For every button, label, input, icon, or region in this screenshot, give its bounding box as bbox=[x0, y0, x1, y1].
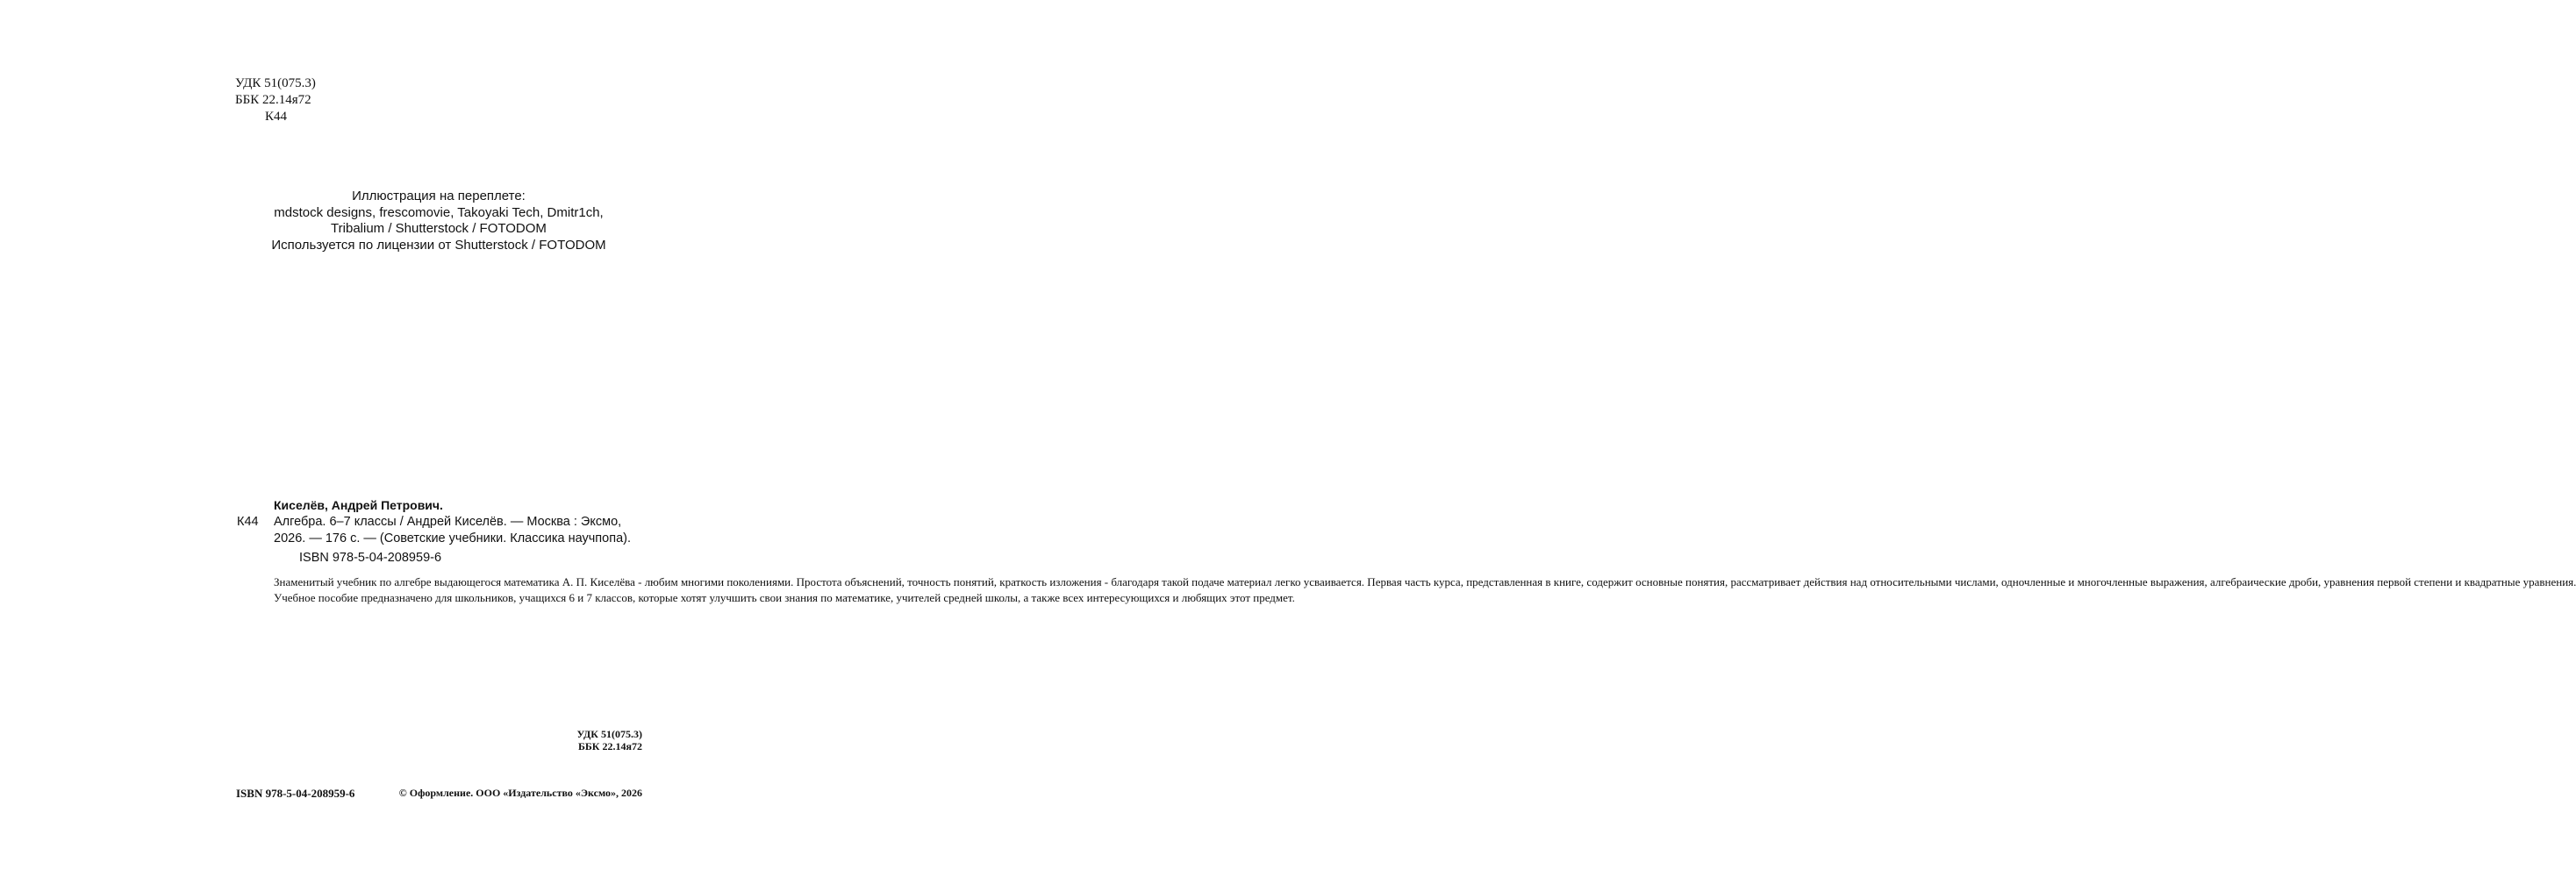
author-mark: К44 bbox=[265, 110, 288, 124]
footer-copyright: © Оформление. ООО «Издательство «Эксмо», 2026 bbox=[398, 787, 642, 799]
annotation-paragraph: Знаменитый учебник по алгебре выдающегося математика А. П. Киселёва - любим многими поколениями. Простота объяснений, точность понятий, краткость изложения - благодаря такой подаче материал легко усваивается. Первая часть курса, представленная в книге, содержит основные понятия, рассматривает действия над относительными числами, одночленные и многочленные выражения, алгебраические дроби, уравнения первой степени и квадратные уравнения. bbox=[274, 575, 2576, 588]
bbk-code: ББК 22.14я72 bbox=[235, 93, 311, 107]
udk-code: УДК 51(075.3) bbox=[235, 76, 316, 90]
footer-isbn: ISBN 978-5-04-208959-6 bbox=[236, 787, 355, 800]
illustration-line: Иллюстрация на переплете: bbox=[352, 189, 526, 203]
annotation bbox=[274, 575, 2576, 605]
udk-code: УДК 51(075.3) bbox=[576, 728, 642, 740]
classification-block bbox=[235, 75, 316, 125]
illustration-line: mdstock designs, frescomovie, Takoyaki Tech, Dmitr1ch, bbox=[274, 204, 604, 220]
illustration-line: Tribalium / Shutterstock / FOTODOM bbox=[331, 221, 547, 236]
classification-codes-bottom bbox=[576, 728, 642, 752]
record-author: Киселёв, Андрей Петрович. bbox=[274, 498, 443, 512]
biblio-line: 2026. — 176 с. — (Советские учебники. Классика научпопа). bbox=[274, 531, 631, 545]
bbk-code: ББК 22.14я72 bbox=[577, 740, 642, 752]
illustration-line: Используется по лицензии от Shutterstock / FOTODOM bbox=[271, 237, 606, 253]
record-isbn: ISBN 978-5-04-208959-6 bbox=[299, 551, 442, 565]
annotation-paragraph: Учебное пособие предназначено для школьников, учащихся 6 и 7 классов, которые хотят улучшить свои знания по математике, учителей средней школы, а также всех интересующихся и любящих этот предмет. bbox=[274, 590, 1295, 604]
record-bibliography bbox=[274, 514, 642, 547]
record-code: К44 bbox=[237, 515, 259, 529]
biblio-line: Алгебра. 6–7 классы / Андрей Киселёв. — Москва : Эксмо, bbox=[274, 515, 622, 529]
illustration-credits bbox=[0, 189, 877, 253]
